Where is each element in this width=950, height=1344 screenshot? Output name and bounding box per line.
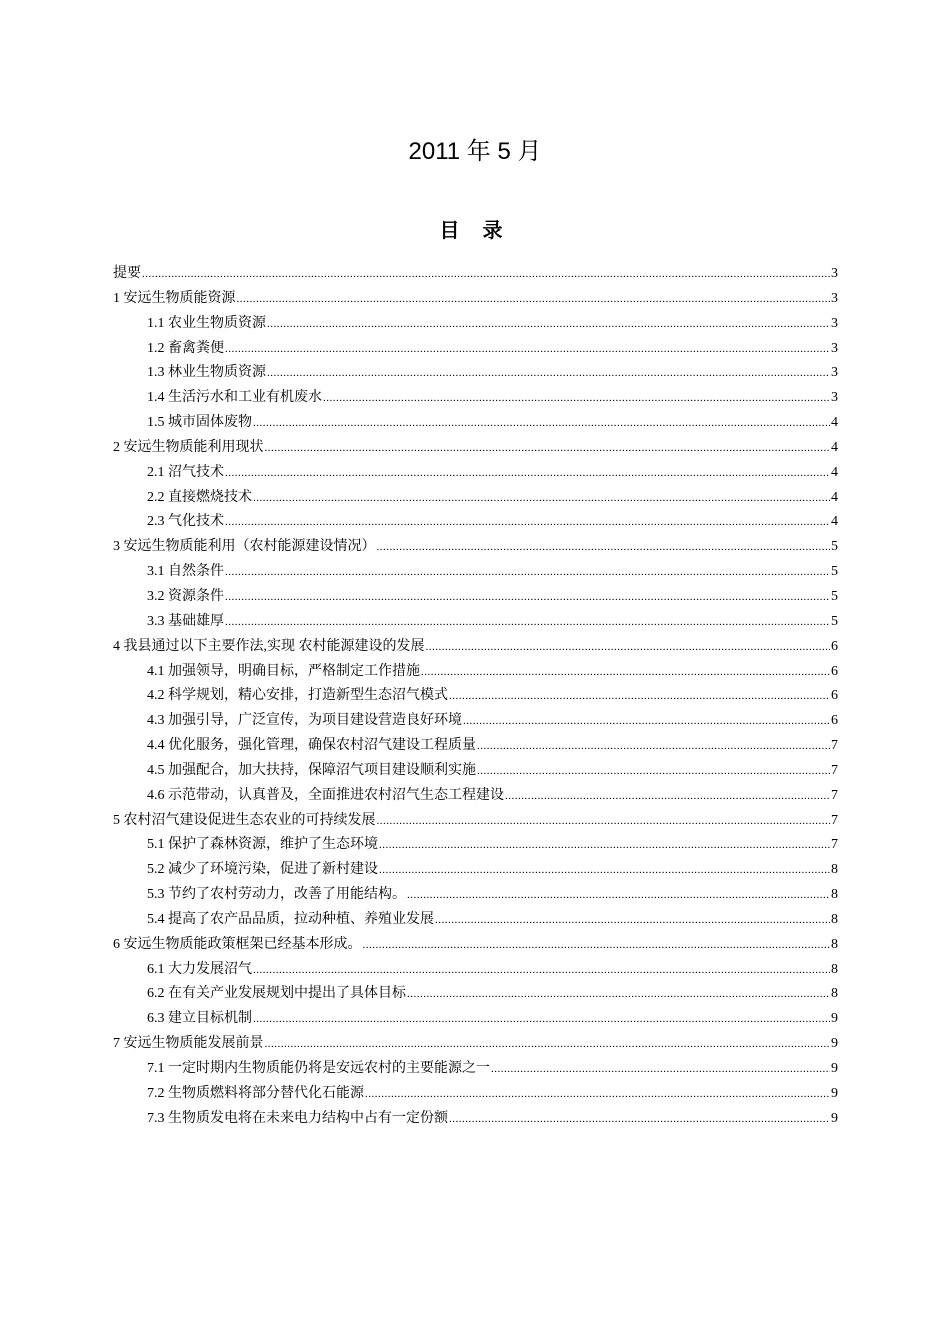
toc-entry-title: 2.1 沼气技术 <box>147 464 224 480</box>
toc-dot-leader <box>225 585 830 609</box>
toc-entry-title: 1.3 林业生物质资源 <box>147 365 266 381</box>
toc-page-number: 3 <box>831 266 838 281</box>
toc-entry[interactable] <box>113 510 838 535</box>
toc-entry-title: 7.3 生物质发电将在未来电力结构中占有一定份额 <box>147 1110 448 1126</box>
toc-entry[interactable] <box>113 560 838 585</box>
toc-dot-leader <box>449 684 830 708</box>
toc-page-number: 4 <box>831 489 838 505</box>
toc-entry[interactable] <box>113 361 838 386</box>
toc-entry[interactable] <box>113 858 838 883</box>
toc-page-number: 6 <box>831 713 838 729</box>
toc-dot-leader <box>365 1082 830 1106</box>
toc-dot-leader <box>267 361 830 385</box>
toc-entry[interactable] <box>113 660 838 685</box>
toc-entry[interactable] <box>113 1107 838 1132</box>
toc-page-number: 9 <box>831 1036 838 1052</box>
toc-page-number: 7 <box>831 812 838 828</box>
toc-entry-title: 4.3 加强引导，广泛宣传，为项目建设营造良好环境 <box>147 713 462 729</box>
toc-entry[interactable] <box>113 709 838 734</box>
toc-entry[interactable] <box>113 982 838 1007</box>
toc-entry-title: 提要 <box>113 266 141 281</box>
toc-entry[interactable] <box>113 908 838 933</box>
toc-entry[interactable] <box>113 1057 838 1082</box>
toc-page-number: 5 <box>831 588 838 604</box>
toc-entry-title: 5.2 减少了环境污染，促进了新村建设 <box>147 862 378 878</box>
document-date: 2011 年 5 月 <box>408 138 542 165</box>
toc-page-number: 4 <box>831 514 838 530</box>
toc-entry-title: 1.5 城市固体废物 <box>147 415 252 431</box>
toc-entry[interactable] <box>113 635 838 660</box>
toc-entry[interactable] <box>113 958 838 983</box>
toc-entry-title: 7.1 一定时期内生物质能仍将是安远农村的主要能源之一 <box>147 1061 490 1076</box>
toc-entry-title: 3.2 资源条件 <box>147 588 224 604</box>
toc-page-number: 9 <box>831 1085 838 1101</box>
toc-page-number: 8 <box>831 862 838 878</box>
toc-entry[interactable] <box>113 610 838 635</box>
toc-page-number: 4 <box>831 415 838 431</box>
toc-dot-leader <box>477 734 830 758</box>
toc-page-number: 5 <box>831 564 838 580</box>
toc-dot-leader <box>426 635 831 659</box>
toc-entry-title: 4.5 加强配合，加大扶持，保障沼气项目建设顺利实施 <box>147 762 476 778</box>
toc-entry-title: 6.2 在有关产业发展规划中提出了具体目标 <box>147 986 406 1002</box>
toc-page-number: 7 <box>831 762 838 778</box>
toc-entry[interactable] <box>113 287 838 312</box>
toc-entry[interactable] <box>113 833 838 858</box>
toc-entry[interactable] <box>113 809 838 834</box>
toc-entry[interactable] <box>113 883 838 908</box>
toc-dot-leader <box>253 486 830 510</box>
toc-entry[interactable] <box>113 486 838 511</box>
toc-dot-leader <box>363 933 831 957</box>
toc-dot-leader <box>253 958 830 982</box>
toc-dot-leader <box>225 337 830 361</box>
toc-entry[interactable] <box>113 1082 838 1107</box>
toc-entry-title: 1 安远生物质能资源 <box>113 290 236 306</box>
toc-entry-title: 4.1 加强领导，明确目标，严格制定工作措施 <box>147 663 420 679</box>
toc-entry[interactable] <box>113 386 838 411</box>
toc-page-number: 4 <box>831 439 838 455</box>
toc-entry-title: 5.1 保护了森林资源，维护了生态环境 <box>147 837 378 853</box>
toc-dot-leader <box>377 535 831 559</box>
toc-dot-leader <box>237 287 831 311</box>
toc-entry-title: 2.3 气化技术 <box>147 514 224 530</box>
toc-page-number: 8 <box>831 936 838 952</box>
toc-entry-title: 5 农村沼气建设促进生态农业的可持续发展 <box>113 812 376 828</box>
toc-entry[interactable] <box>113 684 838 709</box>
toc-dot-leader <box>253 411 830 435</box>
toc-entry[interactable] <box>113 535 838 560</box>
toc-entry-title: 5.4 提高了农产品品质，拉动种植、养殖业发展 <box>147 911 434 927</box>
toc-entry[interactable] <box>113 1032 838 1057</box>
table-of-contents <box>113 262 838 1132</box>
toc-page-number: 9 <box>831 1061 838 1076</box>
toc-page-number: 7 <box>831 837 838 853</box>
toc-entry-title: 6.1 大力发展沼气 <box>147 961 252 977</box>
toc-page-number: 6 <box>831 663 838 679</box>
toc-page-number: 5 <box>831 613 838 629</box>
toc-entry-title: 3.3 基础雄厚 <box>147 613 224 629</box>
toc-entry[interactable] <box>113 461 838 486</box>
toc-dot-leader <box>505 784 830 808</box>
toc-entry-title: 1.2 畜禽粪便 <box>147 340 224 356</box>
toc-page-number: 6 <box>831 638 838 654</box>
toc-dot-leader <box>265 436 831 460</box>
toc-dot-leader <box>377 809 831 833</box>
toc-dot-leader <box>407 883 830 907</box>
toc-entry[interactable] <box>113 933 838 958</box>
toc-dot-leader <box>407 982 830 1006</box>
toc-dot-leader <box>379 833 830 857</box>
toc-entry-title: 4 我县通过以下主要作法,实现 农村能源建设的发展 <box>113 638 425 654</box>
toc-page-number: 5 <box>831 539 838 555</box>
toc-entry-title: 5.3 节约了农村劳动力，改善了用能结构。 <box>147 887 406 903</box>
toc-dot-leader <box>379 858 830 882</box>
toc-dot-leader <box>265 1032 831 1056</box>
toc-dot-leader <box>463 709 830 733</box>
toc-entry-title: 3.1 自然条件 <box>147 564 224 580</box>
toc-entry[interactable] <box>113 1007 838 1032</box>
toc-page-number: 8 <box>831 887 838 903</box>
toc-entry-title: 2 安远生物质能利用现状 <box>113 439 264 455</box>
toc-dot-leader <box>449 1107 830 1131</box>
toc-title: 目 录 <box>439 218 511 242</box>
toc-page-number: 6 <box>831 688 838 704</box>
toc-page-number: 9 <box>831 1011 838 1027</box>
toc-page-number: 3 <box>831 315 838 331</box>
toc-dot-leader <box>421 660 830 684</box>
toc-page-number: 3 <box>831 290 838 306</box>
toc-entry-title: 1.4 生活污水和工业有机废水 <box>147 390 322 406</box>
toc-entry[interactable] <box>113 262 838 287</box>
toc-page-number: 8 <box>831 986 838 1002</box>
toc-dot-leader <box>225 461 830 485</box>
toc-entry[interactable] <box>113 759 838 784</box>
toc-entry-title: 3 安远生物质能利用（农村能源建设情况） <box>113 539 376 555</box>
toc-page-number: 7 <box>831 738 838 754</box>
toc-dot-leader <box>225 560 830 584</box>
toc-dot-leader <box>267 312 830 336</box>
toc-entry-title: 6.3 建立目标机制 <box>147 1011 252 1027</box>
toc-entry[interactable] <box>113 411 838 436</box>
toc-entry[interactable] <box>113 436 838 461</box>
toc-entry[interactable] <box>113 784 838 809</box>
toc-entry-title: 4.6 示范带动，认真普及，全面推进农村沼气生态工程建设 <box>147 787 504 803</box>
toc-entry[interactable] <box>113 585 838 610</box>
toc-entry[interactable] <box>113 337 838 362</box>
toc-dot-leader <box>477 759 830 783</box>
toc-dot-leader <box>435 908 830 932</box>
toc-page-number: 9 <box>831 1110 838 1126</box>
toc-entry-title: 4.4 优化服务，强化管理，确保农村沼气建设工程质量 <box>147 738 476 754</box>
toc-page-number: 7 <box>831 787 838 803</box>
toc-entry[interactable] <box>113 312 838 337</box>
toc-entry-title: 4.2 科学规划，精心安排，打造新型生态沼气模式 <box>147 688 448 704</box>
toc-page-number: 3 <box>831 340 838 356</box>
toc-page-number: 3 <box>831 365 838 381</box>
toc-dot-leader <box>225 510 830 534</box>
toc-entry[interactable] <box>113 734 838 759</box>
toc-entry-title: 1.1 农业生物质资源 <box>147 315 266 331</box>
toc-entry-title: 7 安远生物质能发展前景 <box>113 1036 264 1052</box>
toc-entry-title: 7.2 生物质燃料将部分替代化石能源 <box>147 1085 364 1101</box>
toc-dot-leader <box>253 1007 830 1031</box>
toc-page-number: 8 <box>831 911 838 927</box>
toc-dot-leader <box>225 610 830 634</box>
toc-page-number: 8 <box>831 961 838 977</box>
toc-entry-title: 6 安远生物质能政策框架已经基本形成。 <box>113 936 362 952</box>
toc-page-number: 4 <box>831 464 838 480</box>
toc-page-number: 3 <box>831 390 838 406</box>
toc-dot-leader <box>323 386 830 410</box>
toc-dot-leader <box>491 1057 830 1081</box>
toc-dot-leader <box>142 262 830 286</box>
toc-entry-title: 2.2 直接燃烧技术 <box>147 489 252 505</box>
